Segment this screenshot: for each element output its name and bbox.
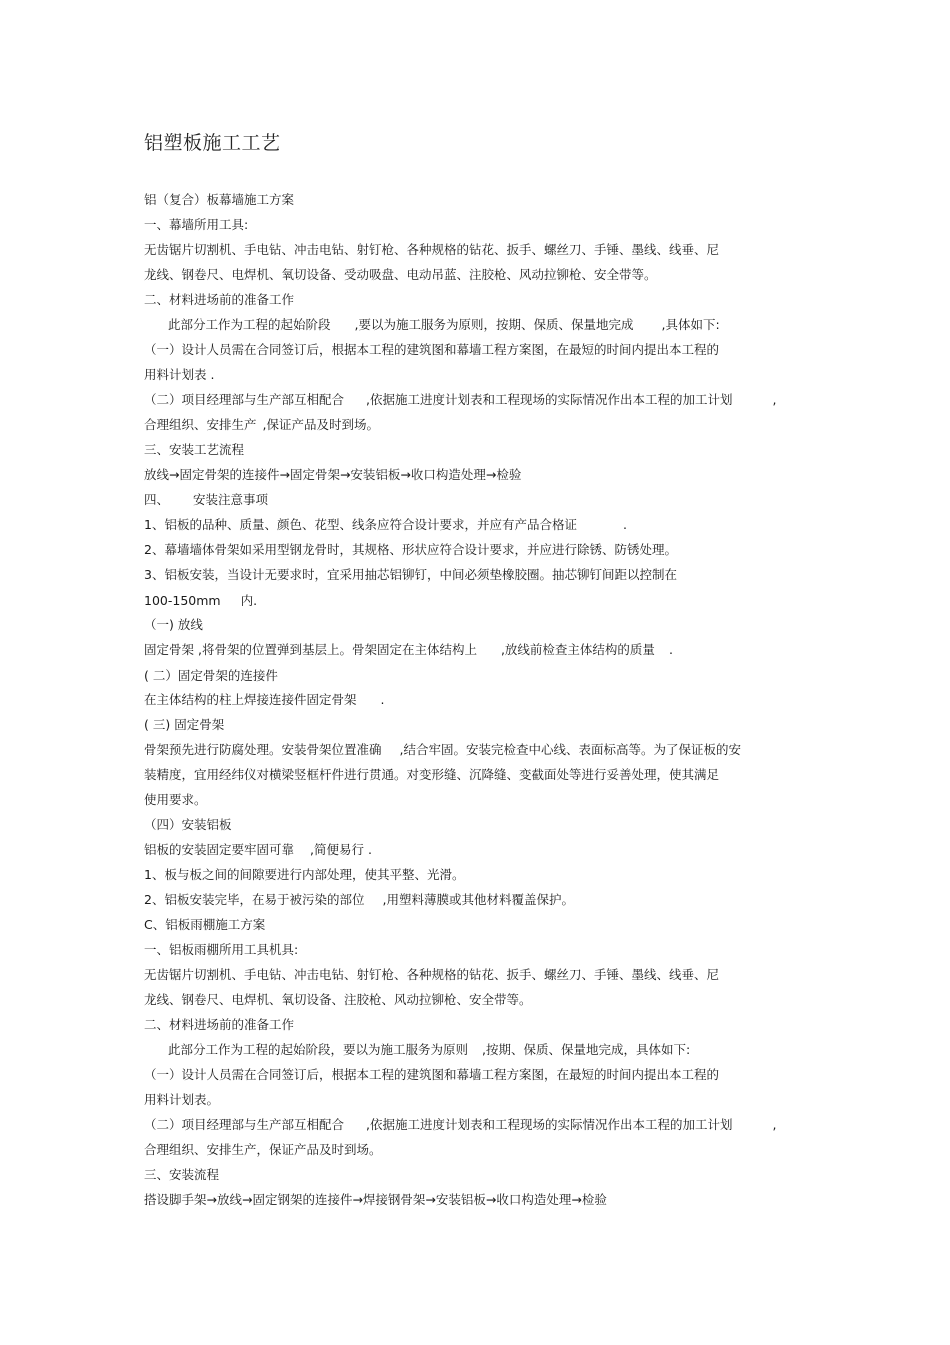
text-line: 三、安装流程 [144,1167,220,1182]
text-segment: ,具体如下: [661,317,720,332]
text-line [144,517,627,533]
text-segment: ,放线前检查主体结构的质量 [500,642,655,657]
text-segment: 安装注意事项 [193,492,269,507]
text-segment: ,要以为施工服务为原则，按期、保质、保量地完成 [354,317,634,332]
text-line [168,1042,690,1058]
text-line [144,692,385,708]
text-line: ( 二）固定骨架的连接件 [144,668,278,683]
text-line: 装精度，宜用经纬仪对横梁竖框杆件进行贯通。对变形缝、沉降缝、变截面处等进行妥善处理，使其满足 [144,767,720,782]
text-line: 3、铝板安装，当设计无要求时，宜采用抽芯铝铆钉，中间必须垫橡胶圈。抽芯铆钉间距以控制在 [144,567,677,582]
text-line: ( 三) 固定骨架 [144,717,225,732]
text-segment: （二）项目经理部与生产部互相配合 [144,1117,345,1132]
text-segment: 100-150mm [144,593,221,608]
text-line: 放线→固定骨架的连接件→固定骨架→安装铝板→收口构造处理→检验 [144,467,522,482]
text-segment: , [772,1117,777,1132]
text-line: 二、材料进场前的准备工作 [144,1017,295,1032]
text-segment: ,依据施工进度计划表和工程现场的实际情况作出本工程的加工计划 [366,1117,733,1132]
text-segment: , [772,392,777,407]
text-line: 一、铝板雨棚所用工具机具: [144,942,299,957]
text-segment: ,用塑料薄膜或其他材料覆盖保护。 [382,892,574,907]
text-line: 无齿锯片切割机、手电钻、冲击电钻、射钉枪、各种规格的钻花、扳手、螺丝刀、手锤、墨线、线垂、尼 [144,242,720,257]
text-segment: 此部分工作为工程的起始阶段 [168,317,331,332]
text-segment: 此部分工作为工程的起始阶段，要以为施工服务为原则 [168,1042,469,1057]
text-segment: 合理组织、安排生产 [144,417,257,432]
text-line: C、铝板雨棚施工方案 [144,917,266,932]
text-line: 使用要求。 [144,792,207,807]
text-line [144,417,379,433]
text-line: 2、幕墙墙体骨架如采用型钢龙骨时，其规格、形状应符合设计要求，并应进行除锈、防锈处理。 [144,542,677,557]
text-line: （一）设计人员需在合同签订后，根据本工程的建筑图和幕墙工程方案图，在最短的时间内提出本工程的 [144,342,720,357]
text-line [144,593,257,609]
text-segment: 内. [240,593,258,608]
text-line [144,1117,776,1133]
text-segment: 固定骨架 ,将骨架的位置弹到基层上。骨架固定在主体结构上 [144,642,477,657]
text-line: 合理组织、安排生产，保证产品及时到场。 [144,1142,382,1157]
text-segment: ,简便易行 . [310,842,372,857]
text-line [144,392,776,408]
text-segment: 在主体结构的柱上焊接连接件固定骨架 [144,692,357,707]
text-line: 无齿锯片切割机、手电钻、冲击电钻、射钉枪、各种规格的钻花、扳手、螺丝刀、手锤、墨线、线垂、尼 [144,967,720,982]
text-segment: 铝板的安装固定要牢固可靠 [144,842,295,857]
text-segment: . [380,692,385,707]
text-line [144,642,673,658]
text-line: 铝（复合）板幕墙施工方案 [144,192,295,207]
text-line: （一）设计人员需在合同签订后，根据本工程的建筑图和幕墙工程方案图，在最短的时间内提出本工程的 [144,1067,720,1082]
text-line: 用料计划表。 [144,1092,220,1107]
text-line: 搭设脚手架→放线→固定钢架的连接件→焊接钢骨架→安装铝板→收口构造处理→检验 [144,1192,607,1207]
text-line: 二、材料进场前的准备工作 [144,292,295,307]
text-segment: 骨架预先进行防腐处理。安装骨架位置准确 [144,742,382,757]
text-segment: ,依据施工进度计划表和工程现场的实际情况作出本工程的加工计划 [366,392,733,407]
page-title: 铝塑板施工工艺 [144,132,281,154]
text-line [144,492,268,508]
text-segment: 2、铝板安装完毕，在易于被污染的部位 [144,892,365,907]
text-line: 1、板与板之间的间隙要进行内部处理，使其平整、光滑。 [144,867,465,882]
text-line: （四）安装铝板 [144,817,232,832]
text-segment: ,结合牢固。安装完检查中心线、表面标高等。为了保证板的安 [399,742,741,757]
text-line: （一) 放线 [144,617,203,632]
text-segment: （二）项目经理部与生产部互相配合 [144,392,345,407]
text-segment: 1、铝板的品种、质量、颜色、花型、线条应符合设计要求，并应有产品合格证 [144,517,577,532]
text-line: 三、安装工艺流程 [144,442,245,457]
text-segment: . [622,517,627,532]
text-line: 龙线、钢卷尺、电焊机、氧切设备、受动吸盘、电动吊蓝、注胶枪、风动拉铆枪、安全带等。 [144,267,657,282]
text-line: 用料计划表 . [144,367,215,382]
text-segment: ,保证产品及时到场。 [262,417,379,432]
text-line [168,317,720,333]
text-line [144,892,574,908]
text-segment: ,按期、保质、保量地完成，具体如下: [482,1042,691,1057]
text-line: 一、幕墙所用工具: [144,217,249,232]
text-segment: 四、 [144,492,170,507]
text-line [144,742,741,758]
text-line: 龙线、钢卷尺、电焊机、氧切设备、注胶枪、风动拉铆枪、安全带等。 [144,992,532,1007]
text-line [144,842,372,858]
text-segment: . [668,642,673,657]
